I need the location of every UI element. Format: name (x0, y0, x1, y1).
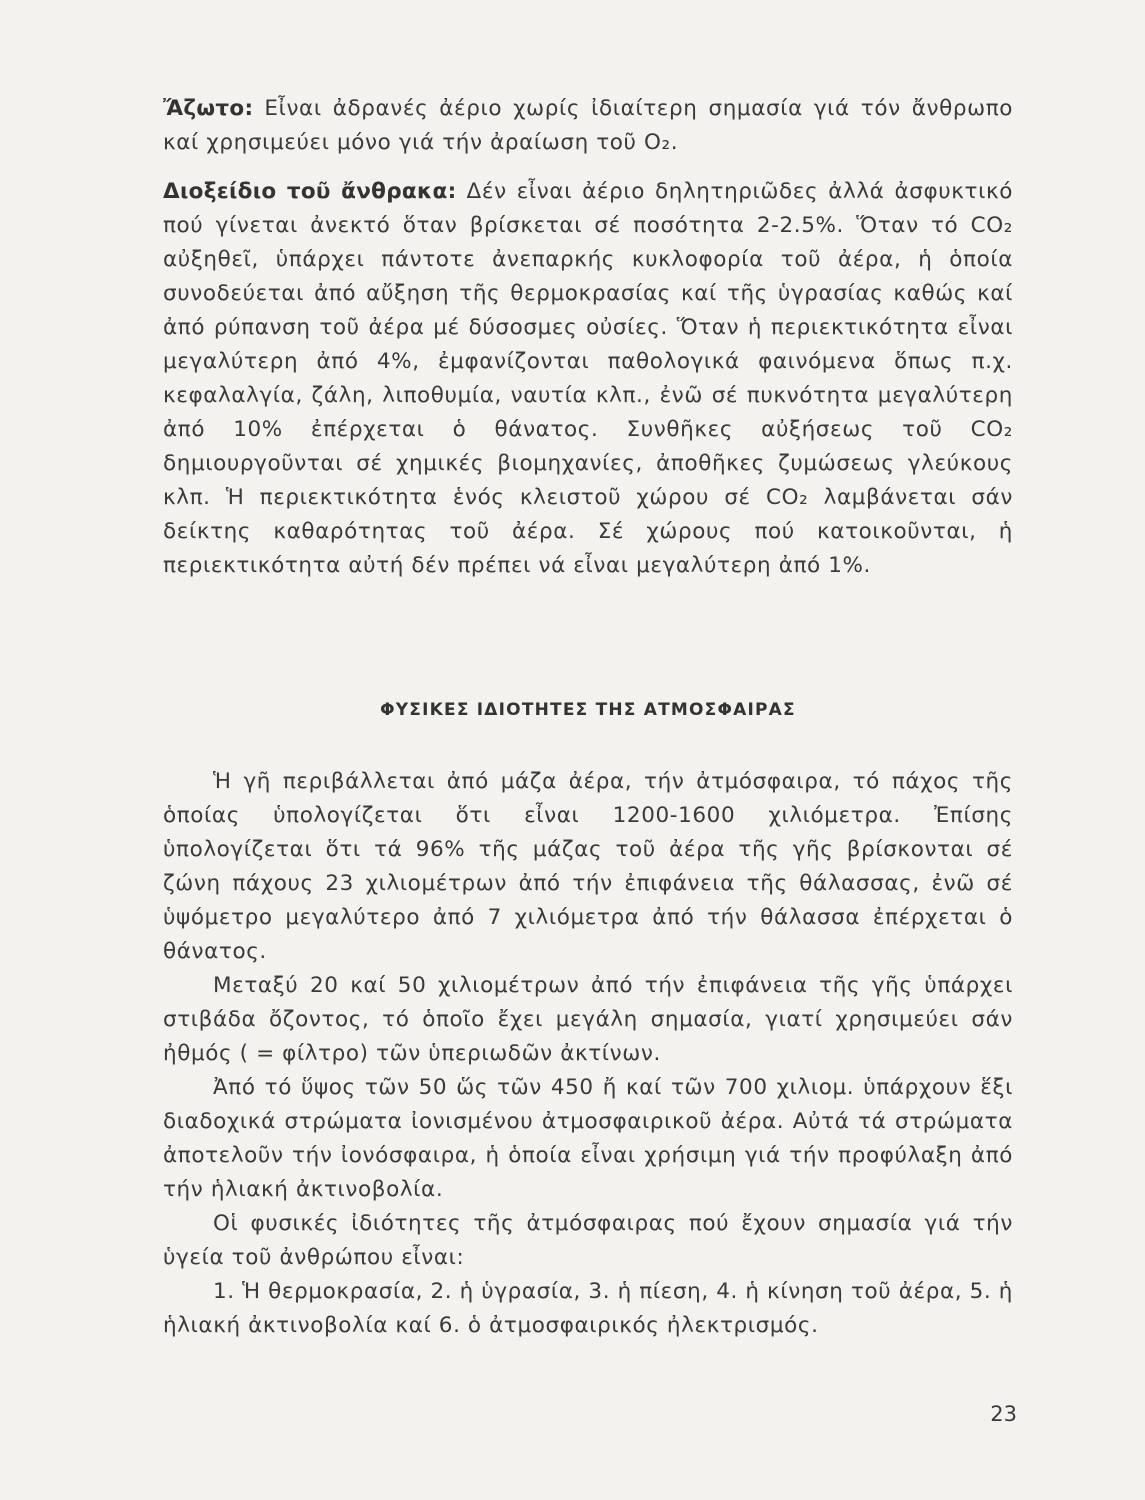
page-content (163, 92, 1013, 1343)
paragraph-properties-list: 1. Ἡ θερμοκρασία, 2. ἡ ὑγρασία, 3. ἡ πίεση, 4. ἡ κίνηση τοῦ ἀέρα, 5. ἡ ἡλιακή ἀκτινοβολία καί 6. ὁ ἀτμοσφαιρικός ἠλεκτρισμός. (163, 1279, 1013, 1338)
term-co2: Διοξείδιο τοῦ ἄνθρακα: (163, 179, 457, 204)
paragraph-atmosphere-mass: Ἡ γῆ περιβάλλεται ἀπό μάζα ἀέρα, τήν ἀτμόσφαιρα, τό πάχος τῆς ὁποίας ὑπολογίζεται ὅτι εἶναι 1200-1600 χιλιόμετρα. Ἐπίσης ὑπολογίζεται ὅτι τά 96% τῆς μάζας τοῦ ἀέρα τῆς γῆς βρίσκονται σέ ζώνη πάχους 23 χιλιομέτρων ἀπό τήν ἐπιφάνεια τῆς θάλασσας, ἐνῶ σέ ὑψόμετρο μεγαλύτερο ἀπό 7 χιλιόμετρα ἀπό τήν θάλασσα ἐπέρχεται ὁ θάνατος. (163, 769, 1013, 964)
paragraph-properties-intro: Οἱ φυσικές ἰδιότητες τῆς ἀτμόσφαιρας πού ἔχουν σημασία γιά τήν ὑγεία τοῦ ἀνθρώπου εἶναι: (163, 1211, 1013, 1270)
text-co2: Δέν εἶναι ἀέριο δηλητηριῶδες ἀλλά ἀσφυκτικό πού γίνεται ἀνεκτό ὅταν βρίσκεται σέ ποσότητα 2-2.5%. Ὅταν τό CO₂ αὐξηθεῖ, ὑπάρχει πάντοτε ἀνεπαρκής κυκλοφορία τοῦ ἀέρα, ἡ ὁποία συνοδεύεται ἀπό αὔξηση τῆς θερμοκρασίας καί τῆς ὑγρασίας καθώς καί ἀπό ρύπανση τοῦ ἀέρα μέ δύσοσμες οὐσίες. Ὅταν ἡ περιεκτικότητα εἶναι μεγαλύτερη ἀπό 4%, ἐμφανίζονται παθολογικά φαινόμενα ὅπως π.χ. κεφαλαλγία, ζάλη, λιποθυμία, ναυτία κλπ., ἐνῶ σέ πυκνότητα μεγαλύτερη ἀπό 10% ἐπέρχεται ὁ θάνατος. Συνθῆκες αὐξήσεως τοῦ CO₂ δημιουργοῦνται σέ χημικές βιομηχανίες, ἀποθῆκες ζυμώσεως γλεύκους κλπ. Ἡ περιεκτικότητα ἑνός κλειστοῦ χώρου σέ CO₂ λαμβάνεται σάν δείκτης καθαρότητας τοῦ ἀέρα. Σέ χώρους πού κατοικοῦνται, ἡ περιεκτικότητα αὐτή δέν πρέπει νά εἶναι μεγαλύτερη ἀπό 1%. (163, 179, 1013, 578)
page-number: 23 (990, 1402, 1017, 1426)
paragraph-co2 (163, 175, 1013, 583)
paragraph-ozone: Μεταξύ 20 καί 50 χιλιομέτρων ἀπό τήν ἐπιφάνεια τῆς γῆς ὑπάρχει στιβάδα ὄζοντος, τό ὁποῖο ἔχει μεγάλη σημασία, γιατί χρησιμεύει σάν ἠθμός ( = φίλτρο) τῶν ὑπεριωδῶν ἀκτίνων. (163, 973, 1013, 1066)
paragraph-nitrogen (163, 92, 1013, 160)
paragraph-ionosphere: Ἀπό τό ὕψος τῶν 50 ὥς τῶν 450 ἤ καί τῶν 700 χιλιομ. ὑπάρχουν ἕξι διαδοχικά στρώματα ἰονισμένου ἀτμοσφαιρικοῦ ἀέρα. Αὐτά τά στρώματα ἀποτελοῦν τήν ἰονόσφαιρα, ἡ ὁποία εἶναι χρήσιμη γιά τήν προφύλαξη ἀπό τήν ἡλιακή ἀκτινοβολία. (163, 1075, 1013, 1202)
term-nitrogen: Ἄζωτο: (163, 96, 254, 121)
text-nitrogen: Εἶναι ἀδρανές ἀέριο χωρίς ἰδιαίτερη σημασία γιά τόν ἄνθρωπο καί χρησιμεύει μόνο γιά τήν ἀραίωση τοῦ O₂. (163, 96, 1013, 155)
section-heading: ΦΥΣΙΚΕΣ ΙΔΙΟΤΗΤΕΣ ΤΗΣ ΑΤΜΟΣΦΑΙΡΑΣ (380, 700, 796, 720)
